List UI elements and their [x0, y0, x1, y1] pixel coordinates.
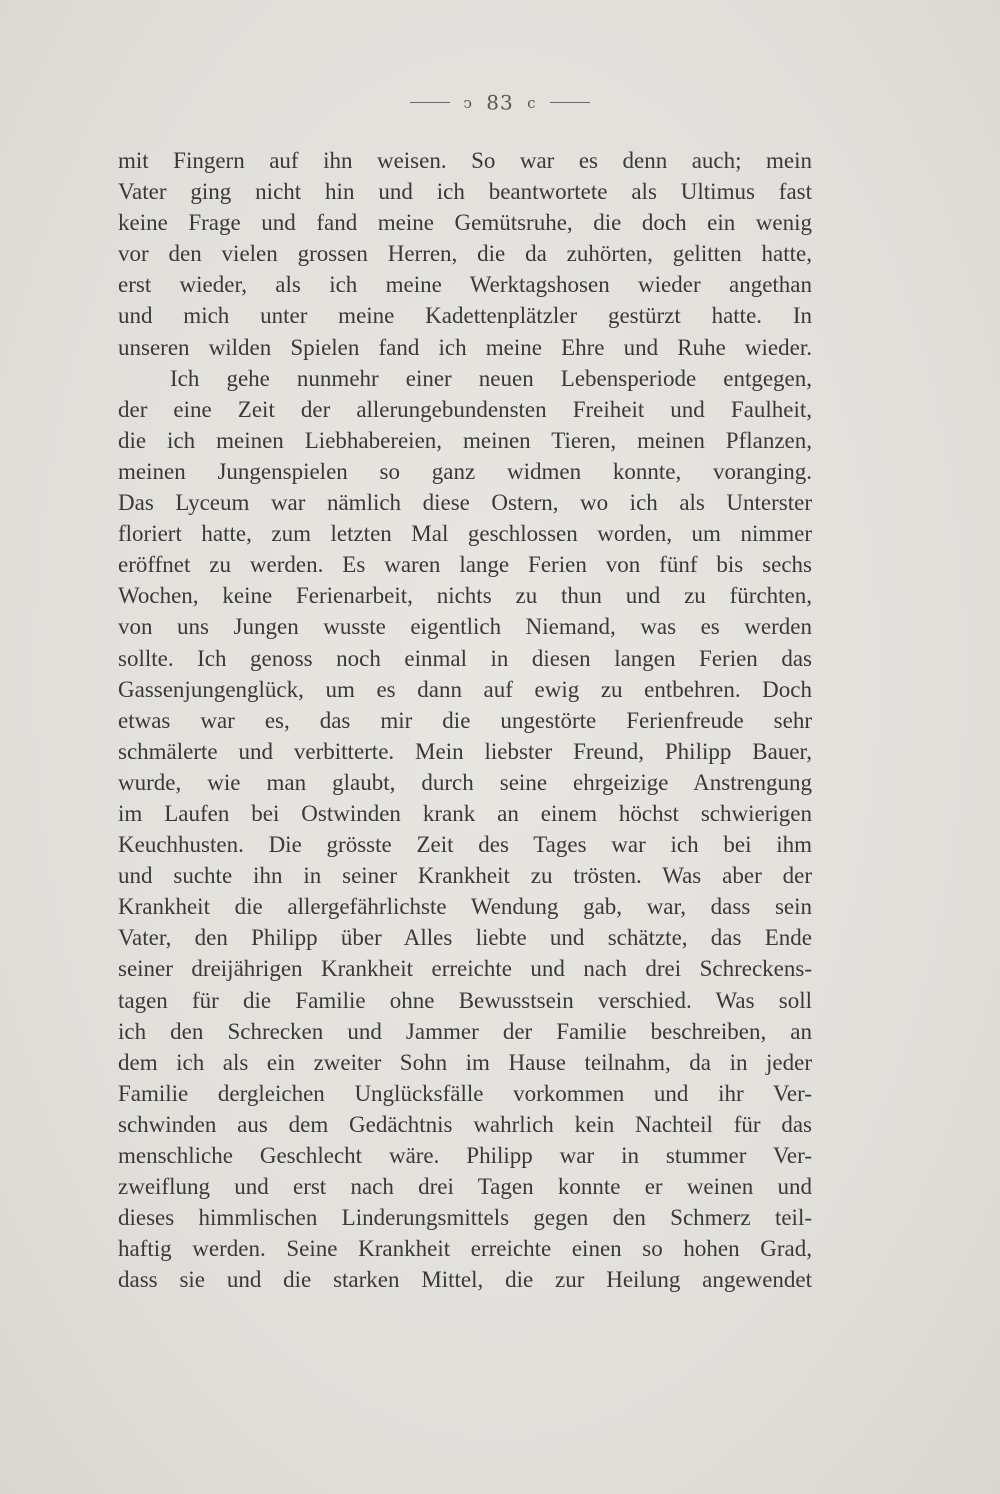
text-line: tagen für die Familie ohne Bewusstsein verschied. Was soll [118, 987, 812, 1013]
text-line: Vater, den Philipp über Alles liebte und schätzte, das Ende [118, 925, 812, 951]
text-line: Krankheit die allergefährlichste Wendung gab, war, dass sein [118, 894, 812, 920]
text-line: der eine Zeit der allerungebundensten Freiheit und Faulheit, [118, 396, 812, 422]
header-ornament-left: ↄ [463, 93, 473, 112]
text-line: unseren wilden Spielen fand ich meine Ehre und Ruhe wieder. [118, 334, 812, 360]
text-line: schmälerte und verbitterte. Mein liebster Freund, Philipp Bauer, [118, 738, 812, 764]
page-header [0, 89, 1000, 115]
text-line: und suchte ihn in seiner Krankheit zu trösten. Was aber der [118, 863, 812, 889]
page-number: 83 [486, 90, 514, 115]
text-line: meinen Jungenspielen so ganz widmen konnte, voranging. [118, 458, 812, 484]
text-line: von uns Jungen wusste eigentlich Niemand, was es werden [118, 614, 812, 640]
paragraph-start-line: Ich gehe nunmehr einer neuen Lebensperiode entgegen, [170, 365, 812, 391]
text-line: Familie dergleichen Unglücksfälle vorkommen und ihr Ver- [118, 1080, 812, 1106]
text-line: seiner dreijährigen Krankheit erreichte und nach drei Schreckens- [118, 956, 812, 982]
text-line: Gassenjungenglück, um es dann auf ewig zu entbehren. Doch [118, 676, 812, 702]
text-line: dieses himmlischen Linderungsmittels gegen den Schmerz teil- [118, 1205, 812, 1231]
text-line: dem ich als ein zweiter Sohn im Hause teilnahm, da in jeder [118, 1049, 812, 1075]
text-line: eröffnet zu werden. Es waren lange Ferien von fünf bis sechs [118, 552, 812, 578]
text-line: wurde, wie man glaubt, durch seine ehrgeizige Anstrengung [118, 769, 812, 795]
text-line: Wochen, keine Ferienarbeit, nichts zu thun und zu fürchten, [118, 583, 812, 609]
text-line: keine Frage und fand meine Gemütsruhe, die doch ein wenig [118, 210, 812, 236]
text-line: und mich unter meine Kadettenplätzler gestürzt hatte. In [118, 303, 812, 329]
text-line: Das Lyceum war nämlich diese Ostern, wo ich als Unterster [118, 490, 812, 516]
text-line: etwas war es, das mir die ungestörte Ferienfreude sehr [118, 707, 812, 733]
header-rule-left [410, 102, 450, 103]
text-line: im Laufen bei Ostwinden krank an einem höchst schwierigen [118, 800, 812, 826]
header-rule-right [550, 102, 590, 103]
text-line: die ich meinen Liebhabereien, meinen Tieren, meinen Pflanzen, [118, 427, 812, 453]
text-line: ich den Schrecken und Jammer der Familie beschreiben, an [118, 1018, 812, 1044]
text-line: mit Fingern auf ihn weisen. So war es denn auch; mein [118, 148, 812, 173]
body-text [118, 145, 812, 1295]
text-line: Vater ging nicht hin und ich beantwortete als Ultimus fast [118, 179, 812, 205]
text-line: erst wieder, als ich meine Werktagshosen wieder angethan [118, 272, 812, 298]
text-line: Keuchhusten. Die grösste Zeit des Tages war ich bei ihm [118, 832, 812, 858]
text-line: zweiflung und erst nach drei Tagen konnte er weinen und [118, 1174, 812, 1200]
text-line: sollte. Ich genoss noch einmal in diesen langen Ferien das [118, 645, 812, 671]
text-line: schwinden aus dem Gedächtnis wahrlich kein Nachteil für das [118, 1111, 812, 1137]
text-line: menschliche Geschlecht wäre. Philipp war in stummer Ver- [118, 1143, 812, 1168]
text-line: vor den vielen grossen Herren, die da zuhörten, gelitten hatte, [118, 241, 812, 267]
text-line: floriert hatte, zum letzten Mal geschlossen worden, um nimmer [118, 521, 812, 547]
header-ornament-right: c [527, 93, 537, 112]
text-line: dass sie und die starken Mittel, die zur Heilung angewendet [118, 1267, 812, 1293]
text-line: haftig werden. Seine Krankheit erreichte einen so hohen Grad, [118, 1236, 812, 1262]
